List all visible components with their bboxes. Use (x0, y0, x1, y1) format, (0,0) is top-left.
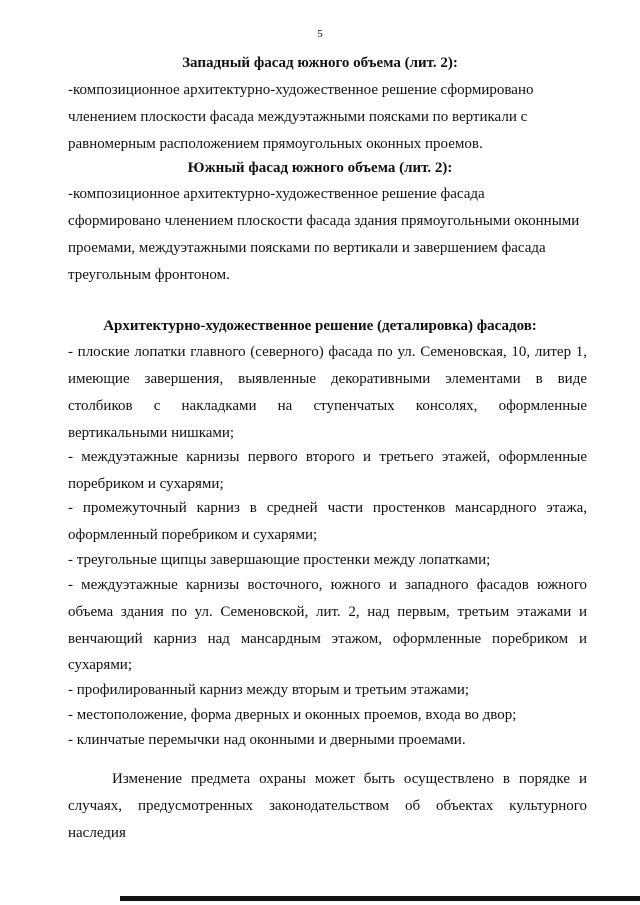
paragraph-line: треугольным фронтоном. (68, 267, 230, 283)
list-item-line: - междуэтажные карнизы первого второго и третьего этажей, оформленные (68, 449, 587, 465)
list-item-line: поребриком и сухарями; (68, 476, 224, 492)
section-heading-facade-details: Архитектурно-художественное решение (деталировка) фасадов: (103, 318, 537, 334)
list-item-line: столбиков с накладками на ступенчатых консолях, оформленные (68, 398, 587, 414)
list-item-line: объема здания по ул. Семеновской, лит. 2, над первым, третьим этажами и (68, 604, 587, 620)
page-number: 5 (317, 28, 323, 40)
list-item-line: - клинчатые перемычки над оконными и дверными проемами. (68, 732, 466, 748)
closing-paragraph-line: случаях, предусмотренных законодательством об объектах культурного (68, 798, 587, 814)
list-item-line: - промежуточный карниз в средней части простенков мансардного этажа, (68, 500, 587, 516)
list-item-line: сухарями; (68, 657, 133, 673)
bottom-scan-edge (120, 896, 640, 901)
paragraph-line: -композиционное архитектурно-художественное решение фасада (68, 186, 485, 202)
section-heading-south-facade: Южный фасад южного объема (лит. 2): (187, 160, 453, 176)
list-item-line: - профилированный карниз между вторым и третьим этажами; (68, 682, 470, 698)
list-item-line: - треугольные щипцы завершающие простенки между лопатками; (68, 552, 491, 568)
list-item-line: - местоположение, форма дверных и оконных проемов, входа во двор; (68, 707, 517, 723)
list-item-line: венчающий карниз над мансардным этажом, оформленные поребриком и (68, 631, 587, 647)
paragraph-line: членением плоскости фасада междуэтажными поясками по вертикали с (68, 109, 528, 125)
list-item-line: имеющие завершения, выявленные декоративными элементами в виде (68, 371, 587, 387)
list-item-line: - междуэтажные карнизы восточного, южного и западного фасадов южного (68, 577, 587, 593)
section-heading-west-facade: Западный фасад южного объема (лит. 2): (182, 55, 458, 71)
list-item-line: - плоские лопатки главного (северного) фасада по ул. Семеновская, 10, литер 1, (68, 344, 587, 360)
paragraph-line: -композиционное архитектурно-художественное решение сформировано (68, 82, 534, 98)
closing-paragraph-line: наследия (68, 825, 126, 841)
paragraph-line: сформировано членением плоскости фасада здания прямоугольными оконными (68, 213, 580, 229)
list-item-line: оформленный поребриком и сухарями; (68, 527, 318, 543)
paragraph-line: равномерным расположением прямоугольных оконных проемов. (68, 136, 483, 152)
list-item-line: вертикальными нишками; (68, 425, 235, 441)
closing-paragraph-line: Изменение предмета охраны может быть осуществлено в порядке и (112, 771, 587, 787)
paragraph-line: проемами, междуэтажными поясками по вертикали и завершением фасада (68, 240, 546, 256)
